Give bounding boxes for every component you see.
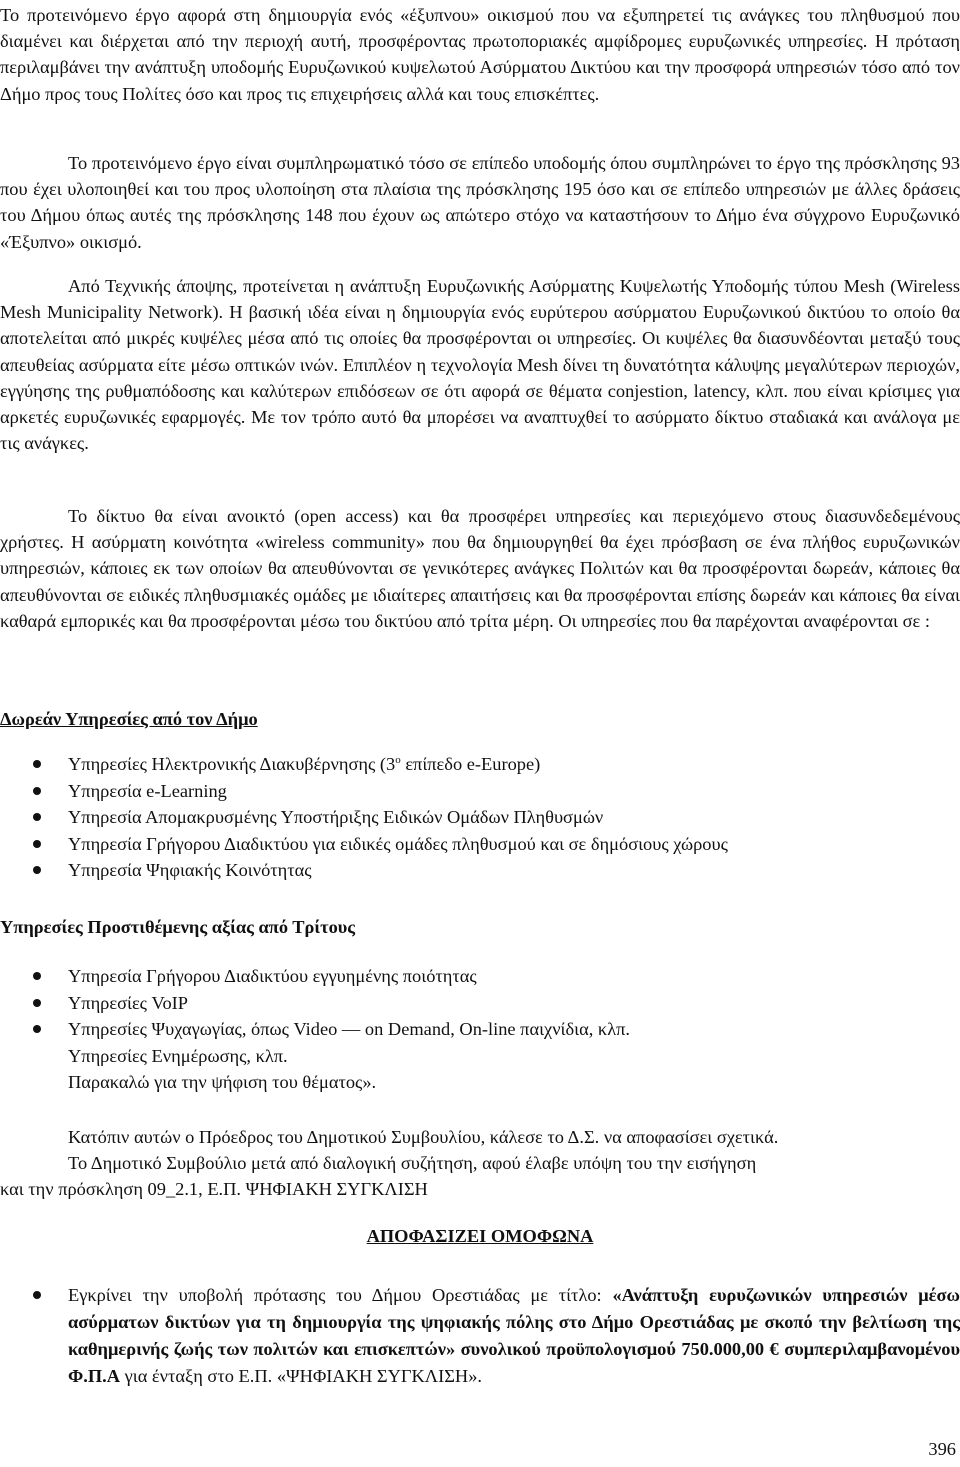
- bullet-icon: [33, 999, 41, 1007]
- paragraph-technical: Από Τεχνικής άποψης, προτείνεται η ανάπτυξη Ευρυζωνικής Ασύρματης Κυψελωτής Υποδομής τύπου Mesh (Wireless Mesh Municipality Network). Η βασική ιδέα είναι η δημιουργία ενός ευρύτερου ασύρματου Ευρυζωνικού δικτύου το οποίο θα αποτελείται από μικρές κυψέλες μέσα από τις οποίες θα προσφέρονται οι υπηρεσίες. Οι κυψέλες θα διασυνδέονται μεταξύ τους απευθείας ασύρματα είτε μέσω οπτικών ινών. Επιπλέον η τεχνολογία Mesh δίνει τη δυνατότητα κάλυψης μεγαλύτερων περιοχών, εγγύησης της ρυθμαπόδοσης και καλύτερων επιδόσεων σε ότι αφορά σε θέματα conjestion, latency, κλπ. που είναι κρίσιμες για αρκετές ευρυζωνικές εφαρμογές. Με τον τρόπο αυτό θα μπορέσει να αναπτυχθεί το ασύρματο δίκτυο σταδιακά και ανάλογα με τις ανάγκες.: [0, 276, 960, 454]
- bullet-icon: [33, 760, 41, 768]
- bullet-icon: [33, 1291, 41, 1299]
- decision-intro: Εγκρίνει την υποβολή πρότασης του Δήμου Ορεστιάδας με τίτλο:: [68, 1285, 613, 1305]
- free-services-list: [0, 751, 960, 884]
- closing-line-invitation: και την πρόσκληση 09_2.1, Ε.Π. ΨΗΦΙΑΚΗ ΣΥΓΚΛΙΣΗ: [0, 1179, 428, 1199]
- page-number: 396: [928, 1439, 956, 1459]
- section-title-third-party-services: Υπηρεσίες Προστιθέμενης αξίας από Τρίτους: [0, 917, 356, 937]
- bullet-icon: [33, 787, 41, 795]
- decision-tail: για ένταξη στο Ε.Π. «ΨΗΦΙΑΚΗ ΣΥΓΚΛΙΣΗ».: [120, 1366, 483, 1386]
- closing-line-council: Το Δημοτικό Συμβούλιο μετά από διαλογική συζήτηση, αφού έλαβε υπόψη του την εισήγηση: [68, 1153, 757, 1173]
- list-item: Υπηρεσίες Ψυχαγωγίας, όπως Video — on Demand, On-line παιχνίδια, κλπ.: [0, 1016, 960, 1043]
- paragraph-complementarity: Το προτεινόμενο έργο είναι συμπληρωματικό τόσο σε επίπεδο υποδομής όπου συμπληρώνει το έργο της πρόσκλησης 93 που έχει υλοποιηθεί και του προς υλοποίηση στα πλαίσια της πρόσκλησης 195 όσο και σε επίπεδο υπηρεσιών με άλλες δράσεις του Δήμου όπως αυτές της πρόσκλησης 148 που έχουν ως απώτερο στόχο να καταστήσουν το Δήμο ένα σύγχρονο Ευρυζωνικό «Έξυπνο» οικισμό.: [0, 153, 960, 252]
- decision-project-title: «Ανάπτυξη ευρυζωνικών υπηρεσιών μέσω ασύρματων δικτύων για τη δημιουργία της ψηφιακής πόλης στο Δήμο Ορεστιάδας με σκοπό την βελτίωση της καθημερινής ζωής των πολιτών και επισκεπτών»: [68, 1285, 960, 1359]
- paragraph-project-description: Το προτεινόμενο έργο αφορά στη δημιουργία ενός «έξυπνου» οικισμού που να εξυπηρετεί τις ανάγκες του πληθυσμού που διαμένει και διέρχεται από την περιοχή αυτή, προσφέροντας πρωτοποριακές αμφίδρομες ευρυζωνικές υπηρεσίες. Η πρόταση περιλαμβάνει την ανάπτυξη υποδομής Ευρυζωνικού κυψελωτού Ασύρματου Δικτύου και την προσφορά υπηρεσιών τόσο από τον Δήμο προς τους Πολίτες όσο και προς τις επιχειρήσεις αλλά και τους επισκέπτες.: [0, 5, 960, 104]
- bullet-icon: [33, 1025, 41, 1033]
- list-item: Υπηρεσία e-Learning: [0, 778, 960, 805]
- decision-budget: συνολικού προϋπολογισμού 750.000,00 € συμπεριλαμβανομένου Φ.Π.Α: [68, 1339, 960, 1386]
- list-item: Υπηρεσία Απομακρυσμένης Υποστήριξης Ειδικών Ομάδων Πληθυσμών: [0, 804, 960, 831]
- bullet-icon: [33, 972, 41, 980]
- list-item: Υπηρεσία Γρήγορου Διαδικτύου για ειδικές ομάδες πληθυσμού και σε δημόσιους χώρους: [0, 831, 960, 858]
- list-item: Υπηρεσίες Ηλεκτρονικής Διακυβέρνησης ($3^o$ επίπεδο e-Europe): [0, 751, 960, 778]
- list-item: Υπηρεσία Γρήγορου Διαδικτύου εγγυημένης ποιότητας: [0, 963, 960, 990]
- decision-text: [68, 1282, 960, 1390]
- bullet-icon: [33, 840, 41, 848]
- list-item: Υπηρεσία Ψηφιακής Κοινότητας: [0, 857, 960, 884]
- section-title-free-services: Δωρεάν Υπηρεσίες από τον Δήμο: [0, 709, 258, 729]
- list-item: Υπηρεσίες VoIP: [0, 990, 960, 1017]
- closing-line-president: Κατόπιν αυτών ο Πρόεδρος του Δημοτικού Συμβουλίου, κάλεσε το Δ.Σ. να αποφασίσει σχετικά.: [68, 1127, 779, 1147]
- bullet-icon: [33, 813, 41, 821]
- bullet-icon: [33, 866, 41, 874]
- paragraph-open-network: Το δίκτυο θα είναι ανοικτό (open access) και θα προσφέρει υπηρεσίες και περιεχόμενο στους διασυνδεδεμένους χρήστες. Η ασύρματη κοινότητα «wireless community» που θα δημιουργηθεί θα έχει πρόσβαση σε ένα πλήθος ευρυζωνικών υπηρεσιών, κάποιες εκ των οποίων θα απευθύνονται σε γενικότερες ανάγκες Πολιτών και θα προσφέρονται δωρεάν, κάποιες θα απευθύνονται σε ειδικές πληθυσμιακές ομάδες με ιδιαίτερες απαιτήσεις και θα προσφέρονται επίσης δωρεάν και κάποιες θα είναι καθαρά εμπορικές και θα προσφέρονται μέσω του δικτύου από τρίτα μέρη. Οι υπηρεσίες που θα παρέχονται αναφέρονται σε :: [0, 506, 960, 631]
- third-party-services-list: [0, 963, 960, 1096]
- list-item-continued: Υπηρεσίες Ενημέρωσης, κλπ.: [68, 1045, 288, 1066]
- decision-title: ΑΠΟΦΑΣΙΖΕΙ ΟΜΟΦΩΝΑ: [366, 1226, 594, 1246]
- closing-request: Παρακαλώ για την ψήφιση του θέματος».: [68, 1072, 377, 1092]
